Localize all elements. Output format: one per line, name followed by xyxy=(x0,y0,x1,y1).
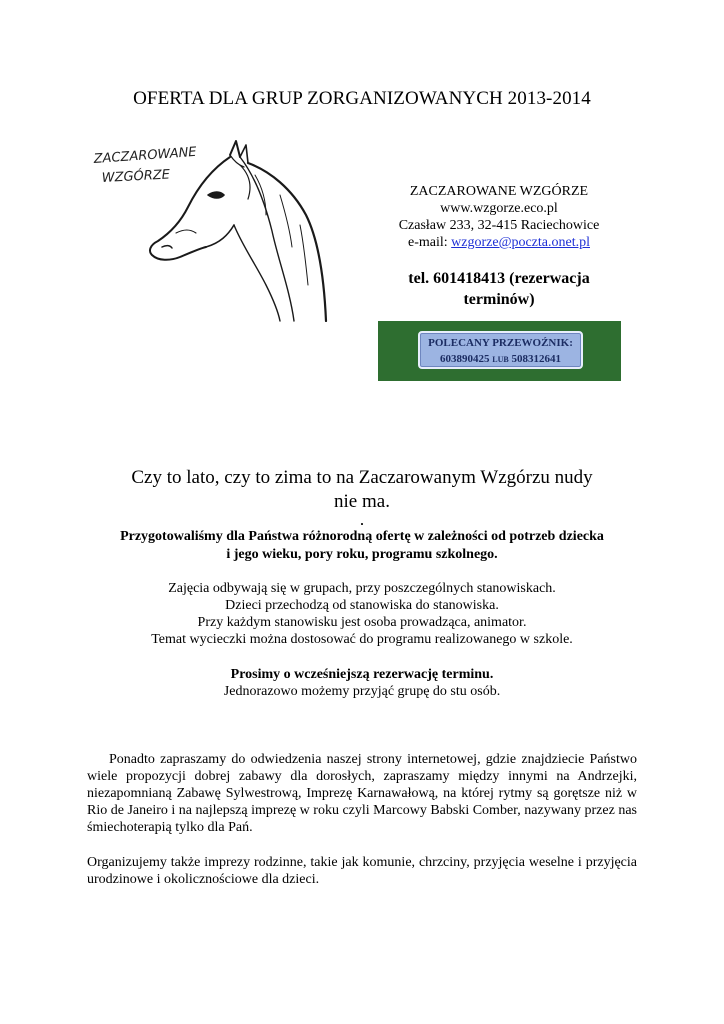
intro-text xyxy=(80,528,644,564)
email-label: e-mail: xyxy=(408,235,452,250)
carrier-number-1: 603890425 xyxy=(440,353,490,365)
paragraph-website-text: Ponadto zapraszamy do odwiedzenia naszej strony internetowej, gdzie znajdziecie Państwo wiele propozycji dobrej zabawy dla dorosłych, zapraszamy między innymi na Andrzejki, niezapomnianą Zabawę Sylwestrową, Imprezę Karnawałową, na której rytmy są gorętsze niż w Rio de Janeiro i na najlepszą imprezę w roku czyli Marcowy Babski Comber, nazywany przez nas śmiechoterapią tylko dla Pań. xyxy=(87,752,637,835)
carrier-numbers xyxy=(420,351,581,368)
company-name: ZACZAROWANE WZGÓRZE xyxy=(409,184,589,199)
page-title: OFERTA DLA GRUP ZORGANIZOWANYCH 2013-2014 xyxy=(133,88,591,109)
logo xyxy=(80,135,342,322)
email-link[interactable]: wzgorze@poczta.onet.pl xyxy=(451,235,590,250)
info-line1: Zajęcia odbywają się w grupach, przy poszczególnych stanowiskach. xyxy=(168,581,556,596)
info-line2: Dzieci przechodzą od stanowiska do stanowiska. xyxy=(225,598,499,613)
phone-line2: terminów) xyxy=(463,291,535,308)
logo-text-line1: ZACZAROWANE xyxy=(93,144,198,167)
separator-dot: . xyxy=(360,513,364,528)
info-block xyxy=(80,580,644,648)
carrier-number-2: 508312641 xyxy=(511,353,561,365)
website-text: www.wzgorze.eco.pl xyxy=(440,201,558,216)
reservation-capacity: Jednorazowo możemy przyjąć grupę do stu osób. xyxy=(223,684,501,699)
reservation-request: Prosimy o wcześniejszą rezerwację terminu. xyxy=(230,667,494,682)
paragraph-events: Organizujemy także imprezy rodzinne, takie jak komunie, chrzciny, przyjęcia weselne i przyjęcia urodzinowe i okolicznościowe dla dzieci. xyxy=(87,855,637,887)
info-line3: Przy każdym stanowisku jest osoba prowadząca, animator. xyxy=(197,615,527,630)
paragraph-website xyxy=(87,751,637,836)
carrier-or: LUB xyxy=(492,355,509,364)
intro-line1: Przygotowaliśmy dla Państwa różnorodną ofertę w zależności od potrzeb dziecka xyxy=(120,529,604,544)
horse-head-icon xyxy=(80,135,342,322)
logo-text-line2: WZGÓRZE xyxy=(101,167,171,186)
carrier-label: POLECANY PRZEWOŹNIK: xyxy=(428,337,573,349)
contact-block xyxy=(376,183,622,251)
carrier-banner xyxy=(378,321,621,381)
info-line4: Temat wycieczki można dostosować do programu realizowanego w szkole. xyxy=(151,632,573,647)
reservation-block xyxy=(80,666,644,700)
carrier-badge xyxy=(418,331,583,369)
intro-line2: i jego wieku, pory roku, programu szkolnego. xyxy=(226,547,498,562)
headline-line1: Czy to lato, czy to zima to na Zaczarowanym Wzgórzu nudy xyxy=(131,467,593,488)
address-text: Czasław 233, 32-415 Raciechowice xyxy=(398,218,600,233)
email-line xyxy=(376,234,622,251)
headline-line2: nie ma. xyxy=(334,491,390,512)
headline xyxy=(95,466,629,514)
phone-line1: tel. 601418413 (rezerwacja xyxy=(408,270,590,287)
phone-block xyxy=(376,268,622,310)
